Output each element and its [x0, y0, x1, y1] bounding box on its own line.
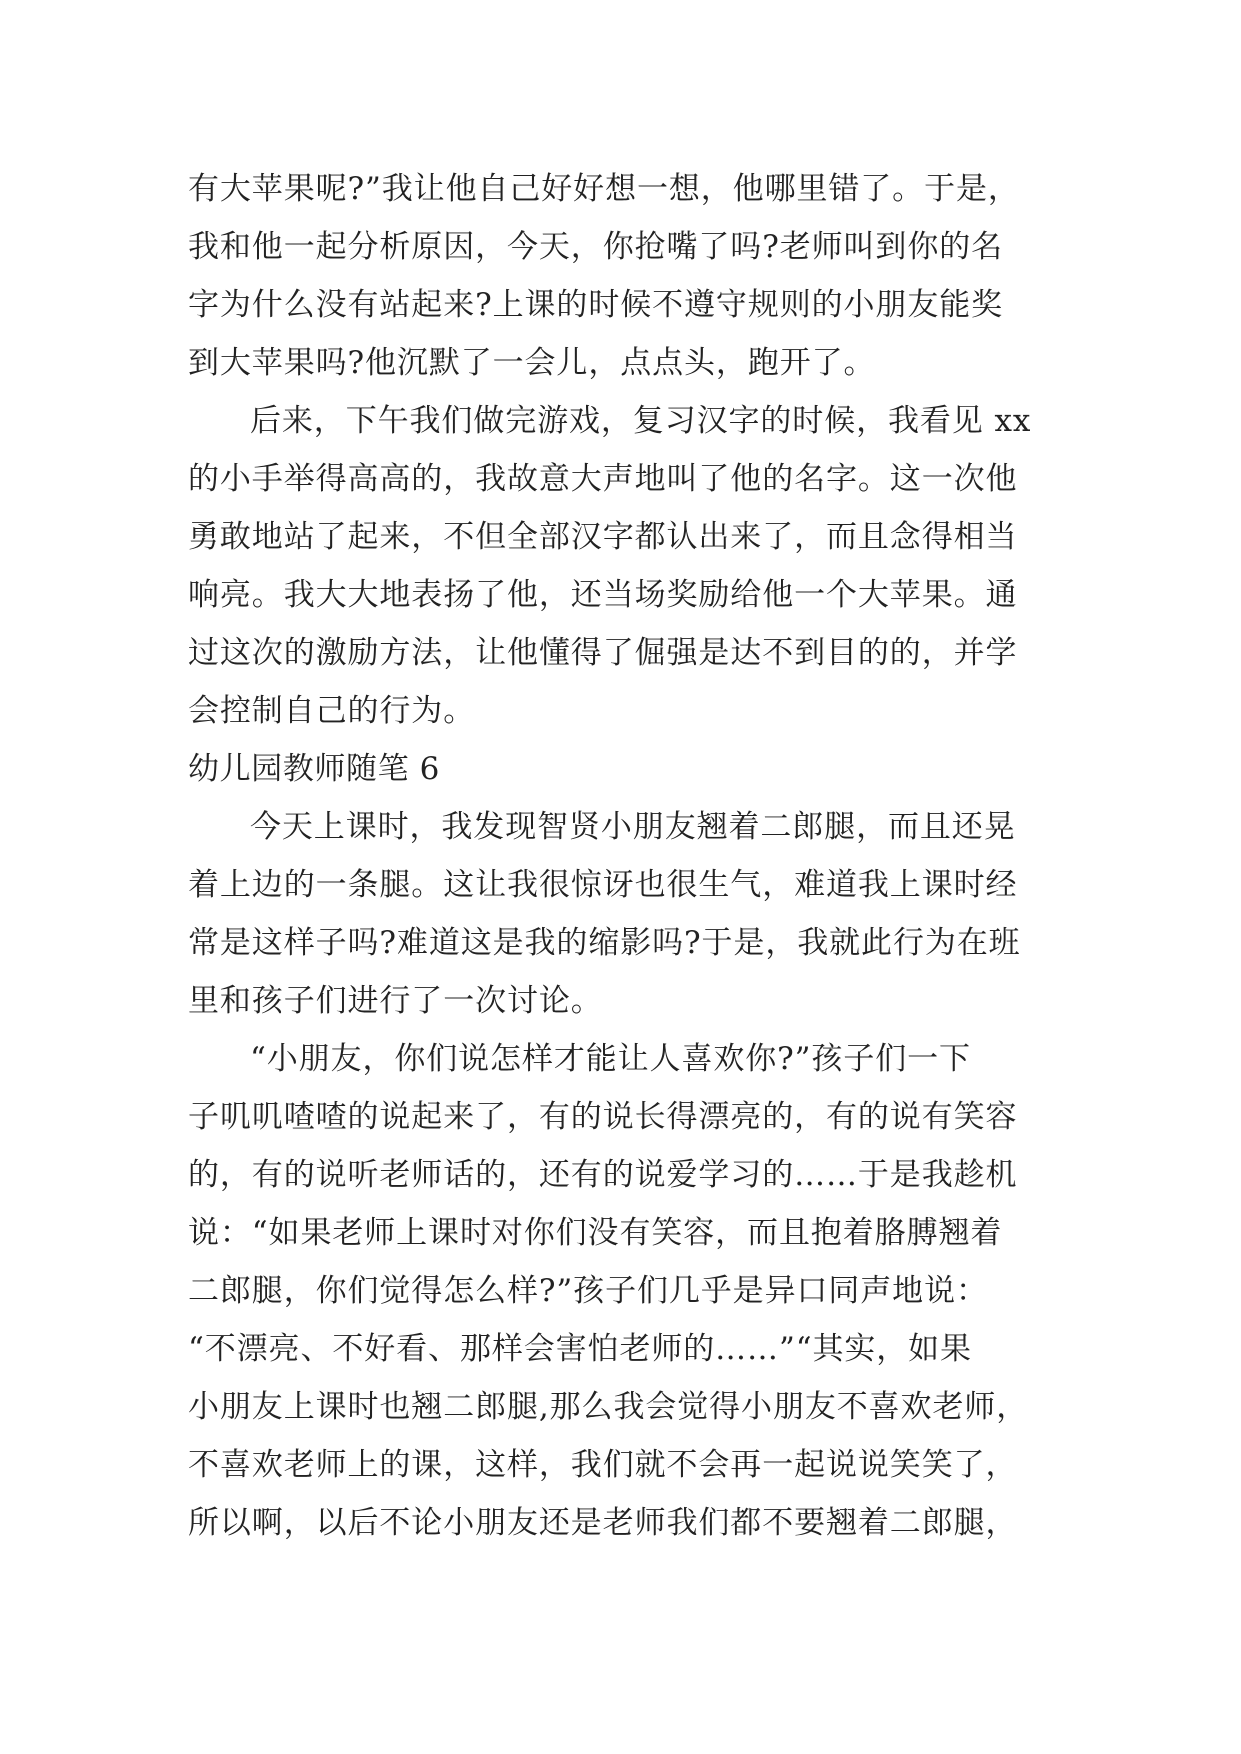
paragraph-line: 到大苹果吗?他沉默了一会儿，点点头，跑开了。 — [188, 345, 876, 381]
paragraph-line: 着上边的一条腿。这让我很惊讶也很生气，难道我上课时经 — [188, 867, 1018, 903]
paragraph-line: “不漂亮、不好看、那样会害怕老师的……”“其实，如果 — [188, 1331, 972, 1367]
paragraph-line: 的小手举得高高的，我故意大声地叫了他的名字。这一次他 — [188, 461, 1018, 497]
paragraph-line: 字为什么没有站起来?上课的时候不遵守规则的小朋友能奖 — [188, 287, 1004, 323]
paragraph-line: 后来，下午我们做完游戏，复习汉字的时候，我看见 xx — [250, 403, 1032, 439]
paragraph-line: 今天上课时，我发现智贤小朋友翘着二郎腿，而且还晃 — [250, 809, 1016, 845]
paragraph-line: 说：“如果老师上课时对你们没有笑容，而且抱着胳膊翘着 — [188, 1215, 1003, 1251]
paragraph-line: 不喜欢老师上的课，这样，我们就不会再一起说说笑笑了， — [188, 1447, 1018, 1483]
paragraph-line: 里和孩子们进行了一次讨论。 — [188, 983, 603, 1019]
paragraph-line: “小朋友，你们说怎样才能让人喜欢你?”孩子们一下 — [250, 1041, 971, 1077]
paragraph-line: 勇敢地站了起来，不但全部汉字都认出来了，而且念得相当 — [188, 519, 1018, 555]
paragraph-line: 常是这样子吗?难道这是我的缩影吗?于是，我就此行为在班 — [188, 925, 1021, 961]
paragraph-line: 会控制自己的行为。 — [188, 693, 476, 729]
paragraph-line: 小朋友上课时也翘二郎腿,那么我会觉得小朋友不喜欢老师， — [188, 1389, 1029, 1425]
paragraph-line: 有大苹果呢?”我让他自己好好想一想，他哪里错了。于是， — [188, 171, 1020, 207]
paragraph-line: 子叽叽喳喳的说起来了，有的说长得漂亮的，有的说有笑容 — [188, 1099, 1018, 1135]
paragraph-line: 响亮。我大大地表扬了他，还当场奖励给他一个大苹果。通 — [188, 577, 1018, 613]
paragraph-line: 过这次的激励方法，让他懂得了倔强是达不到目的的，并学 — [188, 635, 1018, 671]
paragraph-line: 所以啊，以后不论小朋友还是老师我们都不要翘着二郎腿， — [188, 1505, 1018, 1541]
paragraph-line: 二郎腿，你们觉得怎么样?”孩子们几乎是异口同声地说： — [188, 1273, 988, 1309]
paragraph-line: 的，有的说听老师话的，还有的说爱学习的……于是我趁机 — [188, 1157, 1018, 1193]
section-heading: 幼儿园教师随笔 6 — [188, 751, 440, 787]
document-body — [188, 160, 1068, 1552]
paragraph-line: 我和他一起分析原因，今天，你抢嘴了吗?老师叫到你的名 — [188, 229, 1004, 265]
